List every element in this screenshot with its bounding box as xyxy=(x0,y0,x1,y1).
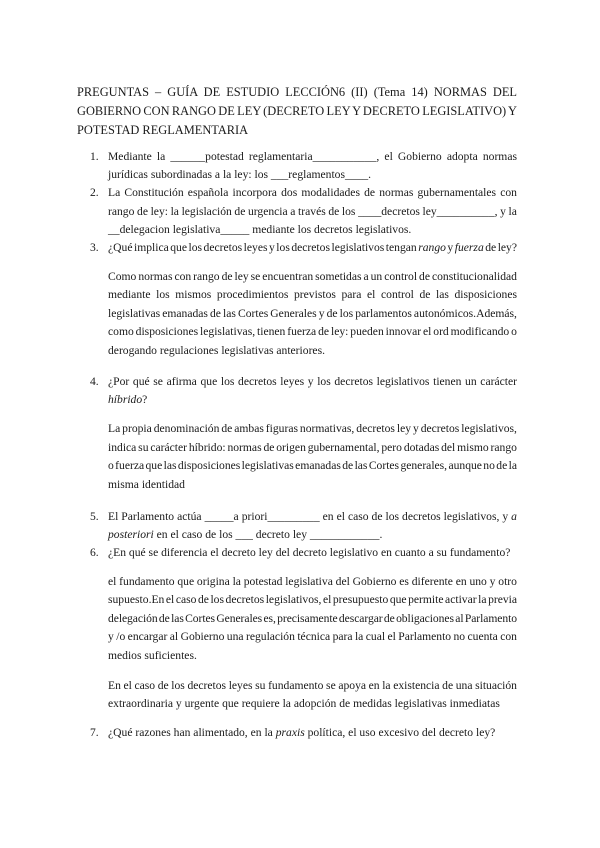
text-segment: el fundamento que origina la potestad legislativa del Gobierno es diferente en uno y otro xyxy=(108,575,517,588)
text-line xyxy=(108,150,517,164)
title-line xyxy=(77,123,248,137)
text-segment: mediante los mismos procedimientos previstos para el control de las disposiciones xyxy=(108,288,517,301)
text-segment: de ley? xyxy=(483,241,518,254)
text-segment: Como normas con rango de ley se encuentran sometidas a un control de constitucionalidad xyxy=(108,270,517,283)
text-line xyxy=(108,726,495,740)
text-segment: en el caso de los ___ decreto ley ____________. xyxy=(153,528,383,541)
title-line xyxy=(77,104,517,118)
text-segment: delegación de las Cortes Generales es, precisamente descargar de obligaciones al Parlamento xyxy=(108,612,518,625)
text-segment: En el caso de los decretos leyes su fundamento se apoya en la existencia de una situación xyxy=(108,679,517,692)
text-line xyxy=(108,593,517,607)
text-line xyxy=(108,510,517,524)
list-number: 7. xyxy=(90,726,99,739)
text-line xyxy=(108,528,382,542)
text-segment: rango de ley: la legislación de urgencia a través de los ____decretos ley__________, y la xyxy=(108,205,517,218)
text-segment: posteriori xyxy=(108,528,154,541)
text-segment: derogando regulaciones legislativas anteriores. xyxy=(108,344,325,357)
text-line xyxy=(108,241,517,255)
text-line xyxy=(108,649,197,663)
text-segment: ¿En qué se diferencia el decreto ley del decreto legislativo en cuanto a su fundamento? xyxy=(108,546,511,559)
text-segment: legislativas emanadas de las Cortes Generales y de los parlamentos autonómicos.Además, xyxy=(108,307,517,320)
text-segment: rango xyxy=(418,241,446,254)
list-number: 6. xyxy=(90,546,99,559)
text-line xyxy=(108,697,500,711)
text-line xyxy=(108,612,517,626)
text-segment: __delegacion legislativa_____ mediante los decretos legislativos. xyxy=(108,223,412,236)
text-segment: ? xyxy=(142,393,148,406)
text-line xyxy=(108,459,517,473)
text-line xyxy=(108,546,510,560)
text-segment: La Constitución española incorpora dos modalidades de normas gubernamentales con xyxy=(108,186,517,199)
list-number: 1. xyxy=(90,150,99,163)
text-segment: supuesto.En el caso de los decretos legislativos, el presupuesto que permite activar la previa xyxy=(108,593,518,606)
text-line xyxy=(108,270,517,284)
list-number: 2. xyxy=(90,186,99,199)
text-segment: a xyxy=(511,510,517,523)
text-segment: POTESTAD REGLAMENTARIA xyxy=(77,123,249,137)
text-segment: praxis xyxy=(275,726,305,739)
text-segment: política, el uso excesivo del decreto ley? xyxy=(304,726,496,739)
text-line xyxy=(108,478,185,492)
text-line xyxy=(108,325,517,339)
list-number: 4. xyxy=(90,375,99,388)
text-line xyxy=(108,575,517,589)
text-segment: fuerza xyxy=(454,241,484,254)
list-number: 3. xyxy=(90,241,99,254)
text-segment: híbrido xyxy=(108,393,143,406)
text-segment: extraordinaria y urgente que requiere la adopción de medidas legislativas inmediatas xyxy=(108,697,500,710)
text-segment: ¿Qué implica que los decretos leyes y los decretos legislativos tengan xyxy=(108,241,419,254)
text-line xyxy=(108,422,517,436)
text-segment: como disposiciones legislativas, tienen fuerza de ley: pueden innovar el ord modificando o xyxy=(108,325,517,338)
text-segment: medios suficientes. xyxy=(108,649,197,662)
text-line xyxy=(108,307,517,321)
text-line xyxy=(108,168,371,182)
text-segment: PREGUNTAS – GUÍA DE ESTUDIO LECCIÓN6 (II) (Tema 14) NORMAS DEL xyxy=(77,85,517,99)
text-line xyxy=(108,679,517,693)
title-line xyxy=(77,85,517,99)
text-line xyxy=(108,393,147,407)
text-line xyxy=(108,630,517,644)
text-segment: GOBIERNO CON RANGO DE LEY (DECRETO LEY Y DECRETO LEGISLATIVO) Y xyxy=(77,104,517,118)
text-line xyxy=(108,375,517,389)
text-segment: o fuerza que las disposiciones legislativas emanadas de las Cortes generales, aunque no de la xyxy=(108,459,517,472)
text-line xyxy=(108,344,325,358)
text-segment: indica su carácter híbrido: normas de origen gubernamental, pero dotadas del mismo rango xyxy=(108,441,517,454)
text-line xyxy=(108,441,517,455)
text-segment: ¿Por qué se afirma que los decretos leyes y los decretos legislativos tienen un carácter xyxy=(108,375,517,388)
text-segment: y /o encargar al Gobierno una regulación técnica para la cual el Parlamento no cuenta con xyxy=(108,630,517,643)
text-segment: y xyxy=(445,241,455,254)
text-line xyxy=(108,223,411,237)
text-segment: jurídicas subordinadas a la ley: los ___reglamentos____. xyxy=(108,168,372,181)
text-segment: Mediante la ______potestad reglamentaria___________, el Gobierno adopta normas xyxy=(108,150,517,163)
text-segment: misma identidad xyxy=(108,478,185,491)
text-segment: El Parlamento actúa _____a priori_________ en el caso de los decretos legislativos, y xyxy=(108,510,512,523)
text-line xyxy=(108,186,517,200)
text-line xyxy=(108,205,517,219)
text-line xyxy=(108,288,517,302)
list-number: 5. xyxy=(90,510,99,523)
text-segment: La propia denominación de ambas figuras normativas, decretos ley y decretos legislativos, xyxy=(108,422,517,435)
text-segment: ¿Qué razones han alimentado, en la xyxy=(108,726,276,739)
